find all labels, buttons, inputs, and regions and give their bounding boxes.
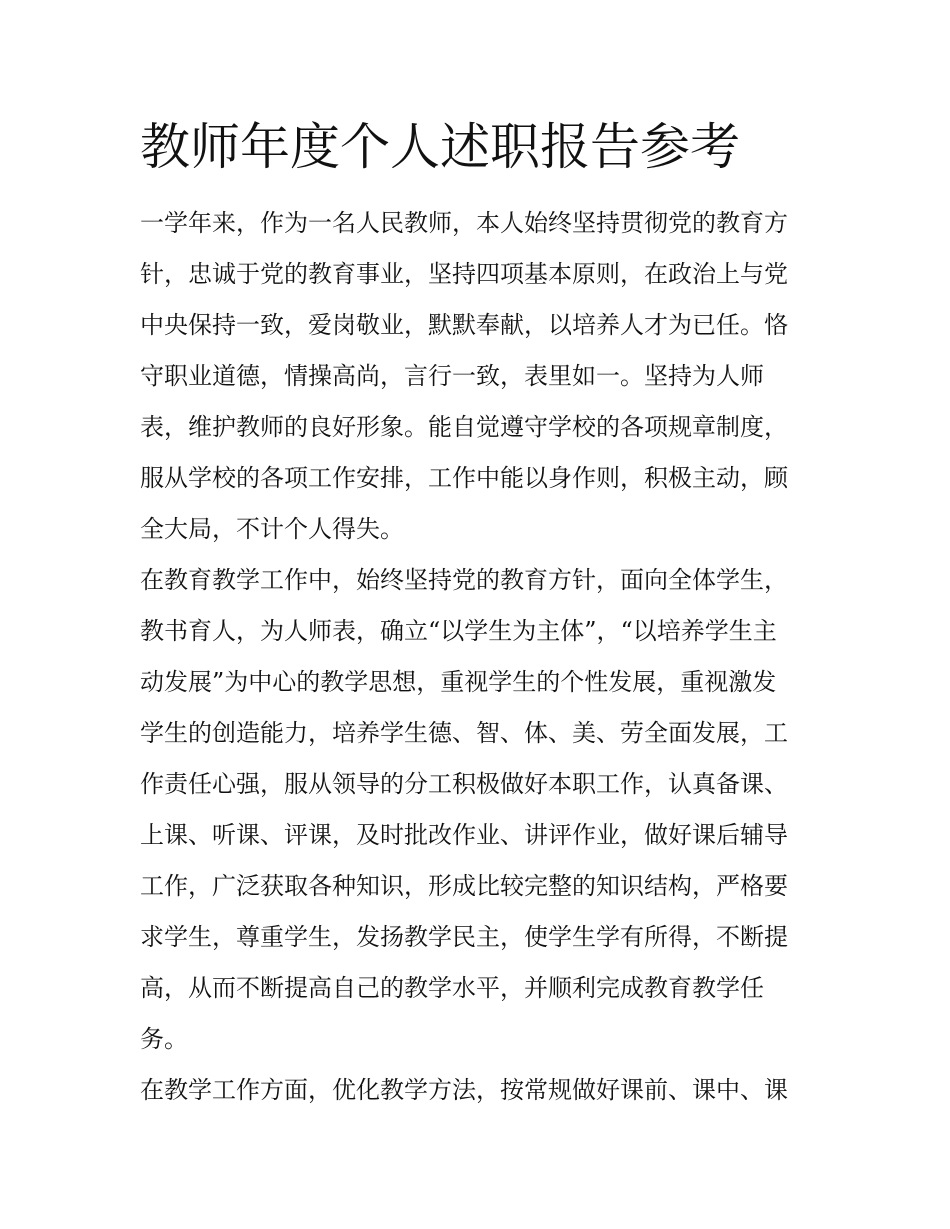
paragraph-2-line-9: 高，从而不断提高自己的教学水平，并顺利完成教育教学任 [140, 974, 764, 1002]
paragraph-2-line-10: 务。 [140, 1025, 188, 1053]
paragraph-1-line-2: 针，忠诚于党的教育事业，坚持四项基本原则，在政治上与党 [140, 260, 788, 288]
paragraph-1-line-4: 守职业道德，情操高尚，言行一致，表里如一。坚持为人师 [140, 362, 764, 390]
paragraph-2-line-6: 上课、听课、评课，及时批改作业、讲评作业，做好课后辅导 [140, 821, 788, 849]
document-title: 教师年度个人述职报告参考 [140, 118, 740, 176]
paragraph-2-line-7: 工作，广泛获取各种知识，形成比较完整的知识结构，严格要 [140, 872, 788, 900]
paragraph-2-line-5: 作责任心强，服从领导的分工积极做好本职工作，认真备课、 [140, 770, 788, 798]
paragraph-2-line-2: 教书育人，为人师表，确立“以学生为主体”，“以培养学生主 [140, 617, 777, 645]
paragraph-1-line-3: 中央保持一致，爱岗敬业，默默奉献，以培养人才为已任。恪 [140, 311, 788, 339]
paragraph-1-line-1: 一学年来，作为一名人民教师，本人始终坚持贯彻党的教育方 [140, 209, 788, 237]
paragraph-1-line-7: 全大局，不计个人得失。 [140, 515, 404, 543]
paragraph-3-line-1: 在教学工作方面，优化教学方法，按常规做好课前、课中、课 [140, 1076, 788, 1104]
paragraph-1-line-6: 服从学校的各项工作安排，工作中能以身作则，积极主动，顾 [140, 464, 788, 492]
paragraph-2-line-8: 求学生，尊重学生，发扬教学民主，使学生学有所得，不断提 [140, 923, 788, 951]
paragraph-2-line-4: 学生的创造能力，培养学生德、智、体、美、劳全面发展，工 [140, 719, 788, 747]
paragraph-2-line-3: 动发展”为中心的教学思想，重视学生的个性发展，重视激发 [140, 668, 777, 696]
paragraph-1-line-5: 表，维护教师的良好形象。能自觉遵守学校的各项规章制度， [140, 413, 788, 441]
paragraph-2-line-1: 在教育教学工作中，始终坚持党的教育方针，面向全体学生， [140, 566, 788, 594]
